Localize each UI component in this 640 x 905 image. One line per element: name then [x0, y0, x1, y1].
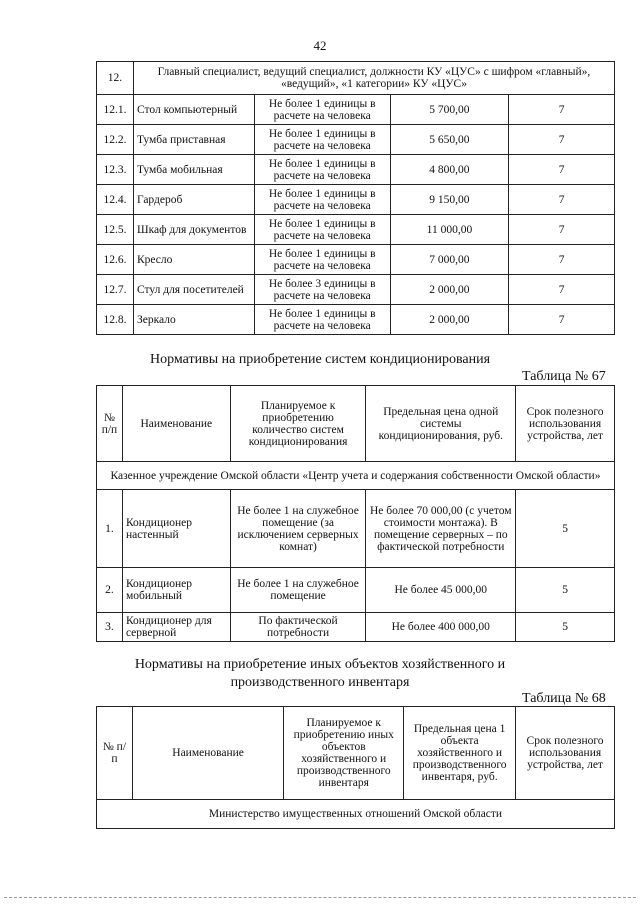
item-price: 4 800,00: [390, 155, 509, 185]
item-quantity: Не более 1 единицы в расчете на человека: [254, 125, 390, 155]
row-number: 12.7.: [97, 275, 134, 305]
item-name: Кондиционер для серверной: [122, 613, 230, 642]
row-number: 2.: [97, 568, 123, 613]
item-life: 7: [509, 185, 615, 215]
item-price: 5 700,00: [390, 95, 509, 125]
col-header-life: Срок полезного использования устройства, лет: [516, 386, 615, 462]
position-group-header-row: [97, 62, 615, 95]
item-life: 7: [509, 245, 615, 275]
table-row: [97, 215, 615, 245]
table-row: [97, 155, 615, 185]
group-number: 12.: [97, 62, 134, 95]
item-name: Тумба приставная: [133, 125, 254, 155]
item-name: Тумба мобильная: [133, 155, 254, 185]
item-price: 9 150,00: [390, 185, 509, 215]
item-name: Кондиционер настенный: [122, 490, 230, 568]
table-header-row: [97, 386, 615, 462]
row-number: 12.3.: [97, 155, 134, 185]
inventory-norms-table: [96, 706, 615, 829]
item-quantity: По фактической потребности: [230, 613, 366, 642]
item-name: Гардероб: [133, 185, 254, 215]
section-heading-inventory-line1: Нормативы на приобретение иных объектов хозяйственного и: [134, 657, 506, 672]
organization-row: [97, 800, 615, 829]
group-title: Главный специалист, ведущий специалист, должности КУ «ЦУС» с шифром «главный», «ведущий», «1 категории» КУ «ЦУС»: [133, 62, 614, 95]
item-name: Зеркало: [133, 305, 254, 335]
item-quantity: Не более 1 на служебное помещение: [230, 568, 366, 613]
scan-bottom-edge: [4, 897, 636, 898]
item-quantity: Не более 1 единицы в расчете на человека: [254, 215, 390, 245]
item-price: Не более 70 000,00 (с учетом стоимости монтажа). В помещение серверных – по фактической потребности: [366, 490, 516, 568]
item-quantity: Не более 1 единицы в расчете на человека: [254, 95, 390, 125]
row-number: 1.: [97, 490, 123, 568]
section-heading-inventory-line2: производственного инвентаря: [230, 675, 410, 690]
organization-name: Министерство имущественных отношений Омской области: [97, 800, 615, 829]
item-price: Не более 45 000,00: [366, 568, 516, 613]
item-life: 7: [509, 305, 615, 335]
item-life: 5: [516, 490, 615, 568]
item-quantity: Не более 1 единицы в расчете на человека: [254, 155, 390, 185]
row-number: 12.8.: [97, 305, 134, 335]
item-price: 11 000,00: [390, 215, 509, 245]
item-price: 5 650,00: [390, 125, 509, 155]
table-row: [97, 568, 615, 613]
table-row: [97, 245, 615, 275]
item-life: 7: [509, 275, 615, 305]
col-header-quantity: Планируемое к приобретению иных объектов хозяйственного и производственного инвентаря: [284, 707, 404, 800]
col-header-price: Предельная цена одной системы кондиционирования, руб.: [366, 386, 516, 462]
air-conditioning-norms-table: [96, 385, 615, 642]
table-label-67: Таблица № 67: [522, 369, 606, 384]
item-life: 5: [516, 568, 615, 613]
item-name: Шкаф для документов: [133, 215, 254, 245]
table-row: [97, 95, 615, 125]
item-price: 7 000,00: [390, 245, 509, 275]
item-name: Кондиционер мобильный: [122, 568, 230, 613]
item-price: Не более 400 000,00: [366, 613, 516, 642]
item-quantity: Не более 1 на служебное помещение (за исключением серверных комнат): [230, 490, 366, 568]
item-quantity: Не более 1 единицы в расчете на человека: [254, 305, 390, 335]
table-row: [97, 275, 615, 305]
table-row: [97, 125, 615, 155]
table-row: [97, 490, 615, 568]
page-number: 42: [313, 38, 327, 53]
row-number: 12.6.: [97, 245, 134, 275]
col-header-life: Срок полезного использования устройства, лет: [516, 707, 615, 800]
col-header-name: Наименование: [132, 707, 283, 800]
col-header-quantity: Планируемое к приобретению количество систем кондиционирования: [230, 386, 366, 462]
item-quantity: Не более 3 единицы в расчете на человека: [254, 275, 390, 305]
item-life: 7: [509, 95, 615, 125]
row-number: 3.: [97, 613, 123, 642]
organization-row: [97, 462, 615, 490]
col-header-number: № п/п: [97, 707, 133, 800]
item-quantity: Не более 1 единицы в расчете на человека: [254, 185, 390, 215]
item-name: Кресло: [133, 245, 254, 275]
table-header-row: [97, 707, 615, 800]
item-quantity: Не более 1 единицы в расчете на человека: [254, 245, 390, 275]
item-life: 5: [516, 613, 615, 642]
col-header-name: Наименование: [122, 386, 230, 462]
row-number: 12.5.: [97, 215, 134, 245]
item-name: Стол компьютерный: [133, 95, 254, 125]
row-number: 12.2.: [97, 125, 134, 155]
table-row: [97, 305, 615, 335]
organization-name: Казенное учреждение Омской области «Центр учета и содержания собственности Омской области»: [97, 462, 615, 490]
row-number: 12.1.: [97, 95, 134, 125]
col-header-price: Предельная цена 1 объекта хозяйственного и производственного инвентаря, руб.: [404, 707, 516, 800]
table-row: [97, 185, 615, 215]
table-label-68: Таблица № 68: [522, 691, 606, 706]
item-price: 2 000,00: [390, 305, 509, 335]
furniture-norms-table: [96, 61, 615, 335]
row-number: 12.4.: [97, 185, 134, 215]
item-life: 7: [509, 215, 615, 245]
section-heading-air-conditioning: Нормативы на приобретение систем кондиционирования: [149, 352, 491, 367]
item-life: 7: [509, 125, 615, 155]
item-name: Стул для посетителей: [133, 275, 254, 305]
table-row: [97, 613, 615, 642]
item-price: 2 000,00: [390, 275, 509, 305]
col-header-number: № п/п: [97, 386, 123, 462]
item-life: 7: [509, 155, 615, 185]
